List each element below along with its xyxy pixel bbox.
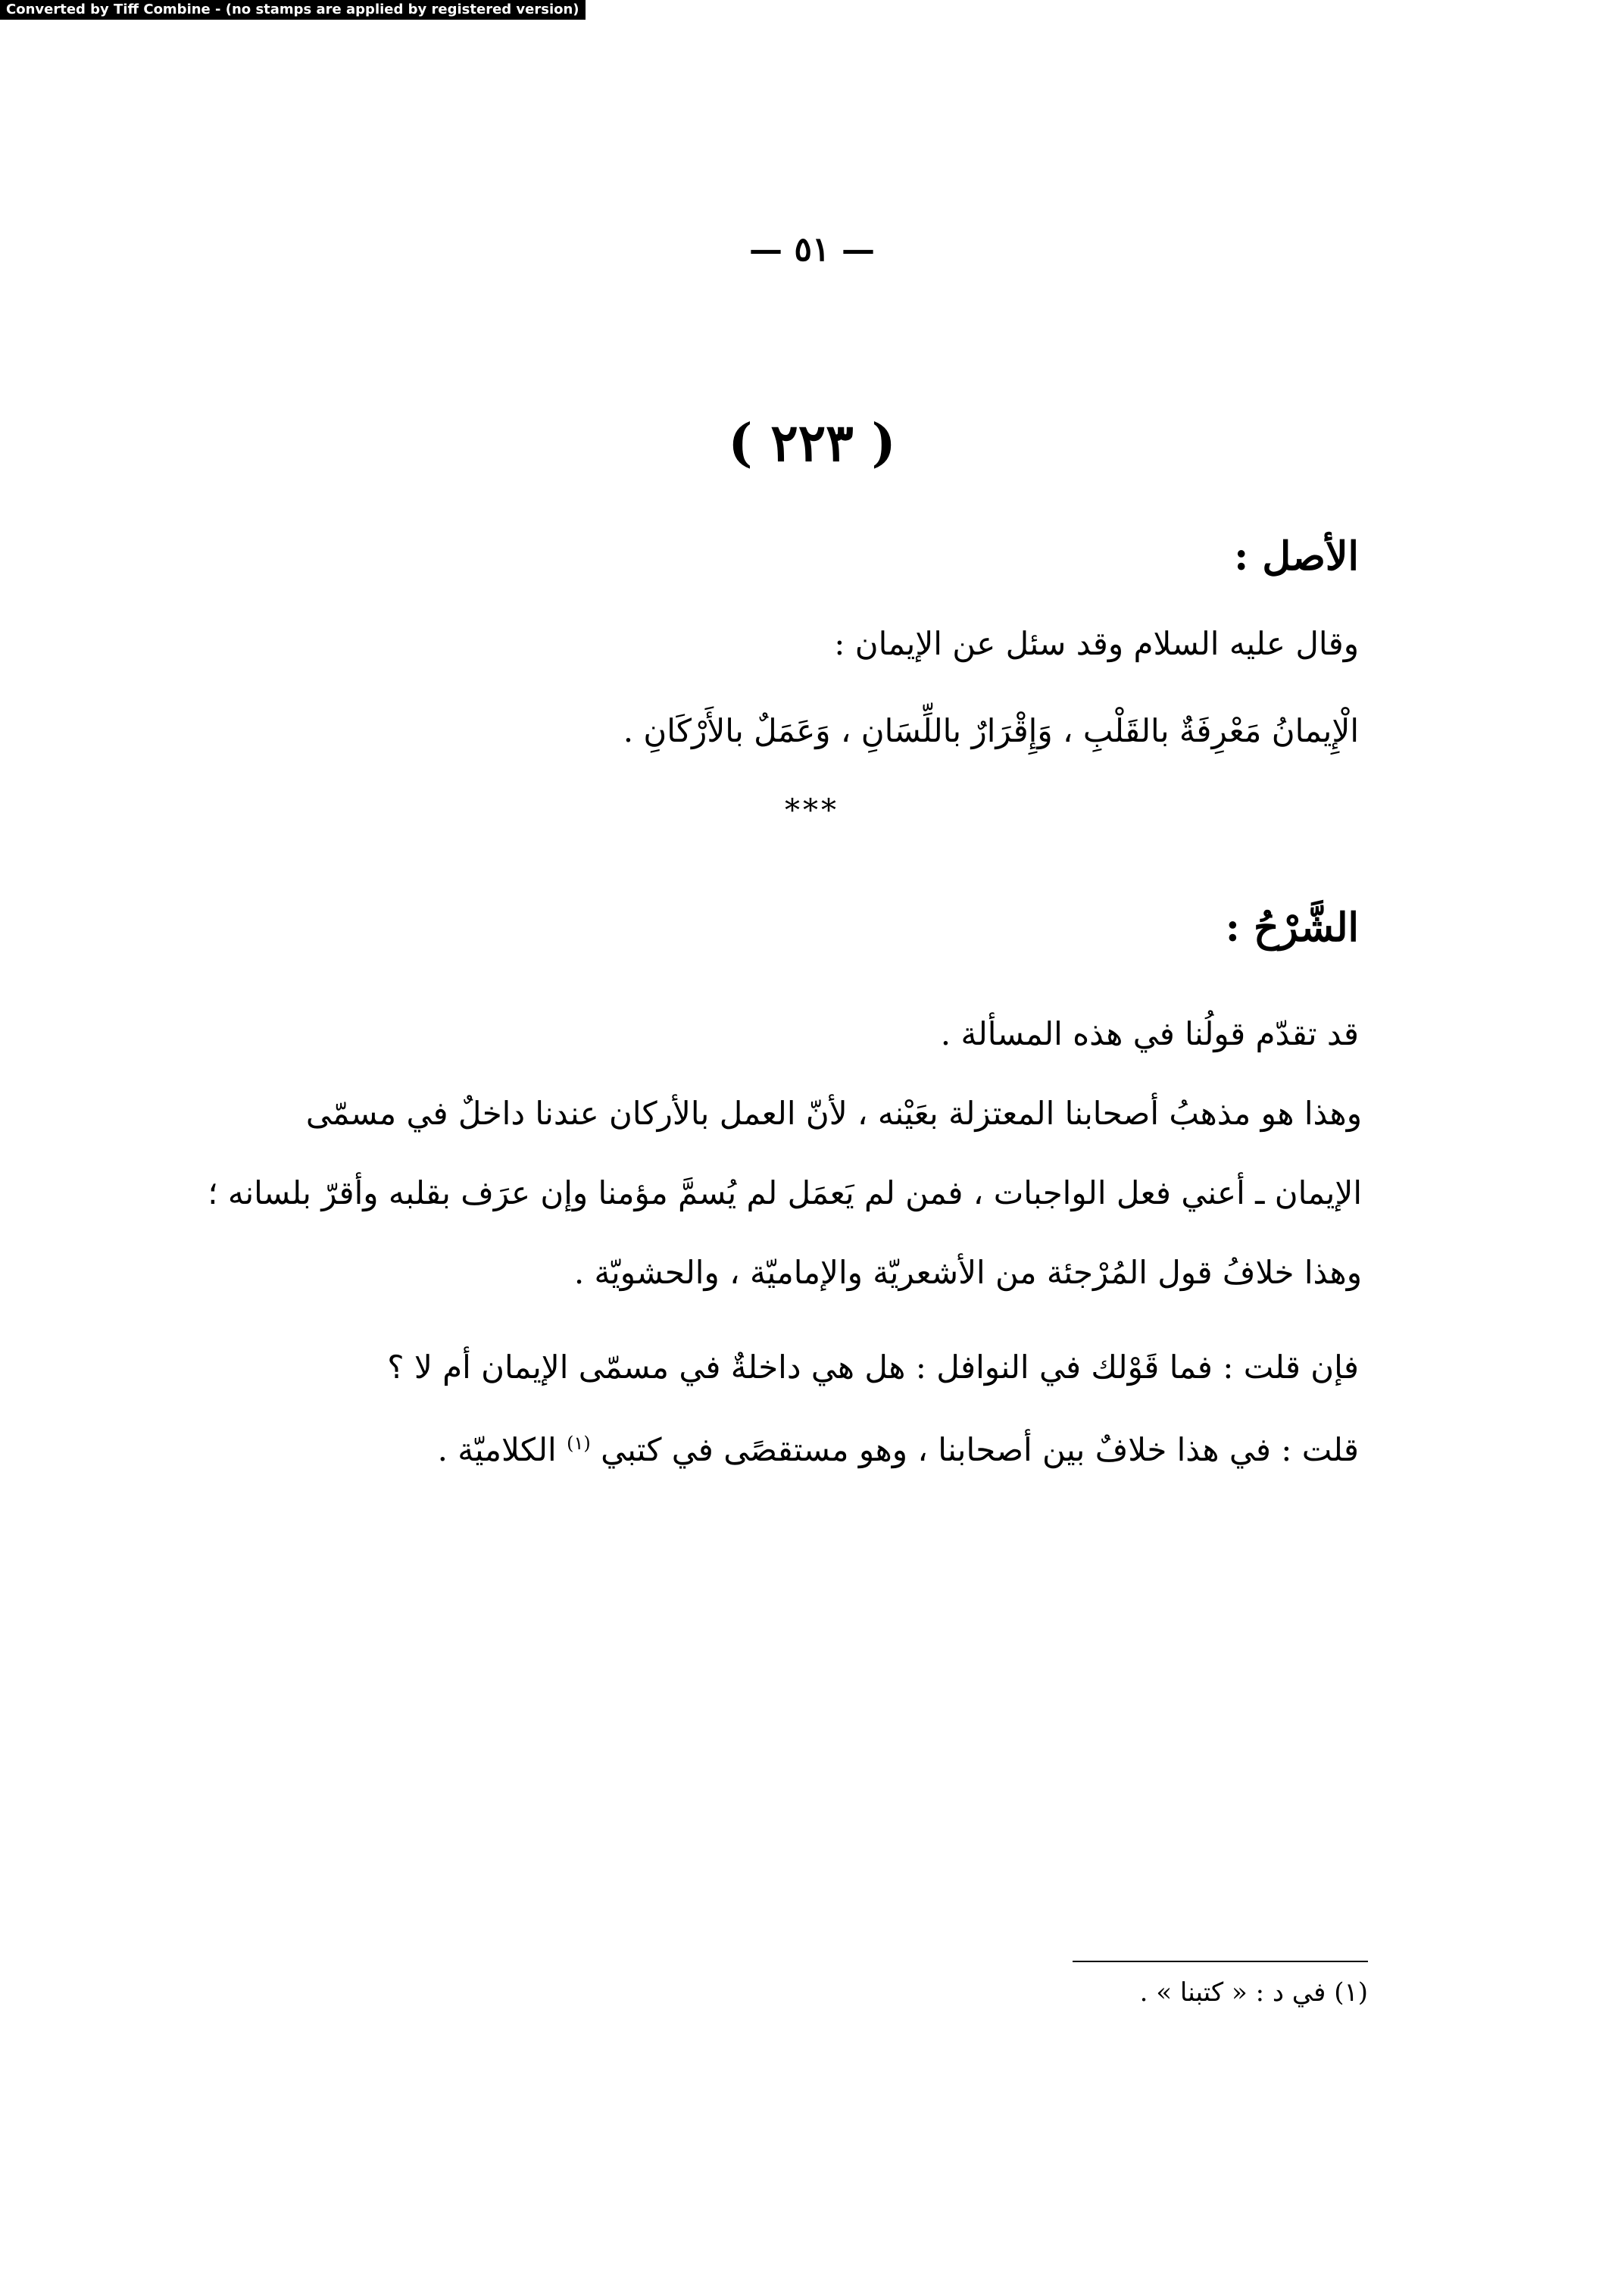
sharh-text-line: الإيمان ـ أعني فعل الواجبات ، فمن لم يَعمَل لم يُسمَّ مؤمنا وإن عرَف بقلبه وأقرّ بلسانه ؛ <box>208 1174 1362 1211</box>
footnote-marker: (١) <box>567 1433 591 1454</box>
section-number: ( ٢٢٣ ) <box>728 413 896 474</box>
section-separator: *** <box>785 793 839 828</box>
sharh-text-line: وهذا هو مذهبُ أصحابنا المعتزلة بعَيْنه ، لأنّ العمل بالأركان عندنا داخلٌ في مسمّى <box>305 1095 1362 1132</box>
sharh-text-line: فإن قلت : فما قَوْلك في النوافل : هل هي داخلةٌ في مسمّى الإيمان أم لا ؟ <box>387 1349 1359 1386</box>
sharh-text-segment: قلت : في هذا خلافٌ بين أصحابنا ، وهو مستقصًى في كتبي <box>601 1431 1359 1468</box>
page-number: — ٥١ — <box>749 230 875 269</box>
sharh-heading: الشَّرْحُ : <box>1225 905 1359 951</box>
sharh-text-line: قد تقدّم قولُنا في هذه المسألة . <box>940 1015 1359 1052</box>
asl-heading: الأصل : <box>1234 533 1359 580</box>
sharh-text-line: وهذا خلافُ قول المُرْجئة من الأشعريّة والإماميّة ، والحشويّة . <box>573 1254 1362 1291</box>
footnote: (١) في د : « كتبنا » . <box>1139 1977 1368 2008</box>
asl-text-line: وقال عليه السلام وقد سئل عن الإيمان : <box>834 625 1359 662</box>
watermark: Converted by Tiff Combine - (no stamps are applied by registered version) <box>0 0 586 20</box>
sharh-text-line <box>438 1417 1359 1477</box>
sharh-text-segment: الكلاميّة . <box>437 1431 557 1468</box>
asl-saying-line: الْإِيمانُ مَعْرِفَةٌ بالقَلْبِ ، وَإِقْرَارٌ باللِّسَانِ ، وَعَمَلٌ بالأَرْكَانِ . <box>623 712 1359 749</box>
footnote-rule <box>1073 1961 1368 1962</box>
